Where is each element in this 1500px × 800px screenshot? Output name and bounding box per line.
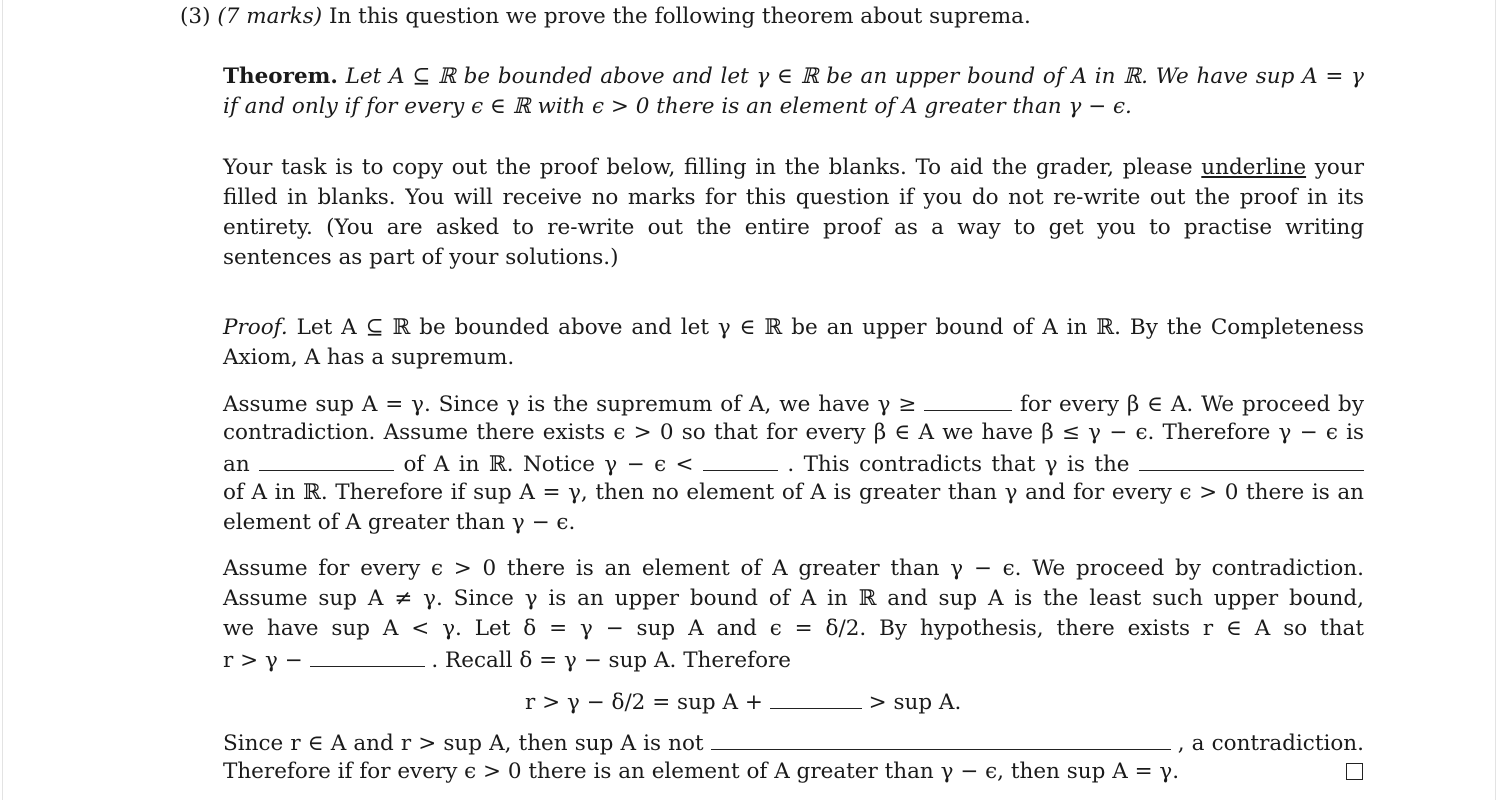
p1-line-3 [223,448,1364,480]
p2-line-2: Assume sup A ≠ γ. Since γ is an upper bound of A in ℝ and sup A is the least such upper bound, [223,586,1364,611]
blank-4[interactable] [1139,448,1364,471]
p1-text-3c: . This contradicts that γ is the [787,452,1130,477]
blank-7[interactable] [711,727,1171,750]
p2-text-4b: . Recall δ = γ − sup A. Therefore [431,648,792,673]
p1-line-2: contradiction. Assume there exists ϵ > 0 so that for every β ∈ A we have β ≤ γ − ϵ. Therefore γ − ϵ is [223,420,1364,445]
p2-text-5b: , a contradiction. [1177,731,1364,756]
blank-5[interactable] [310,644,425,667]
task-underline-word: underline [1201,155,1307,180]
theorem-line-2: if and only if for every ϵ ∈ ℝ with ϵ > 0 there is an element of A greater than γ − ϵ. [223,94,1132,119]
question-header [180,2,1031,32]
blank-6[interactable] [770,686,862,709]
p2-line-3: we have sup A < γ. Let δ = γ − sup A and ϵ = δ/2. By hypothesis, there exists r ∈ A so that [223,616,1364,641]
p1-text-1a: Assume sup A = γ. Since γ is the supremum of A, we have γ ≥ [223,392,917,417]
equation-text-b: > sup A. [868,690,962,715]
blank-2[interactable] [259,448,394,471]
p2-line-5 [223,727,1364,759]
question-number: (3) [180,4,211,29]
p1-text-1b: for every β ∈ A. We proceed by [1019,392,1364,417]
p1-line-5: element of A greater than γ − ϵ. [223,510,576,535]
equation-text-a: r > γ − δ/2 = sup A + [525,690,763,715]
page-right-edge [1495,0,1496,800]
p1-text-3a: an [223,452,250,477]
blank-3[interactable] [703,448,778,471]
display-equation [525,686,961,718]
proof-label: Proof. [223,315,288,340]
theorem-label: Theorem. [223,64,338,89]
question-intro: In this question we prove the following theorem about suprema. [329,4,1031,29]
task-text-2: your filled in blanks. You will receive no marks for this question if you do not re-write out the proof in its entirety. (You are asked to re-write out the entire proof as a way to get you to practise writing sentences as part of your solutions.) [223,155,1364,270]
task-paragraph [223,153,1364,273]
blank-1[interactable] [924,388,1012,411]
p2-line-1: Assume for every ϵ > 0 there is an element of A greater than γ − ϵ. We proceed by contradiction. [223,556,1364,581]
p2-line-6: Therefore if for every ϵ > 0 there is an element of A greater than γ − ϵ, then sup A = γ. [223,759,1180,784]
theorem-statement-1: Let A ⊆ ℝ be bounded above and let γ ∈ ℝ be an upper bound of A in ℝ. We have sup A = γ [345,64,1364,89]
proof-intro-text: Let A ⊆ ℝ be bounded above and let γ ∈ ℝ be an upper bound of A in ℝ. By the Completeness Axiom, A has a supremum. [223,315,1364,370]
proof-intro [223,313,1364,373]
task-text-1: Your task is to copy out the proof below, filling in the blanks. To aid the grader, please [223,155,1193,180]
qed-square-icon [1346,763,1363,780]
p1-text-3b: of A in ℝ. Notice γ − ϵ < [403,452,694,477]
theorem-line-1 [223,62,1364,92]
p2-text-5a: Since r ∈ A and r > sup A, then sup A is not [223,731,704,756]
p2-line-4 [223,644,791,676]
p1-line-4: of A in ℝ. Therefore if sup A = γ, then no element of A is greater than γ and for every ϵ > 0 there is an [223,480,1364,505]
page-left-edge [2,0,3,800]
question-marks: (7 marks) [217,4,323,29]
p1-line-1 [223,388,1364,420]
p2-text-4a: r > γ − [223,648,303,673]
